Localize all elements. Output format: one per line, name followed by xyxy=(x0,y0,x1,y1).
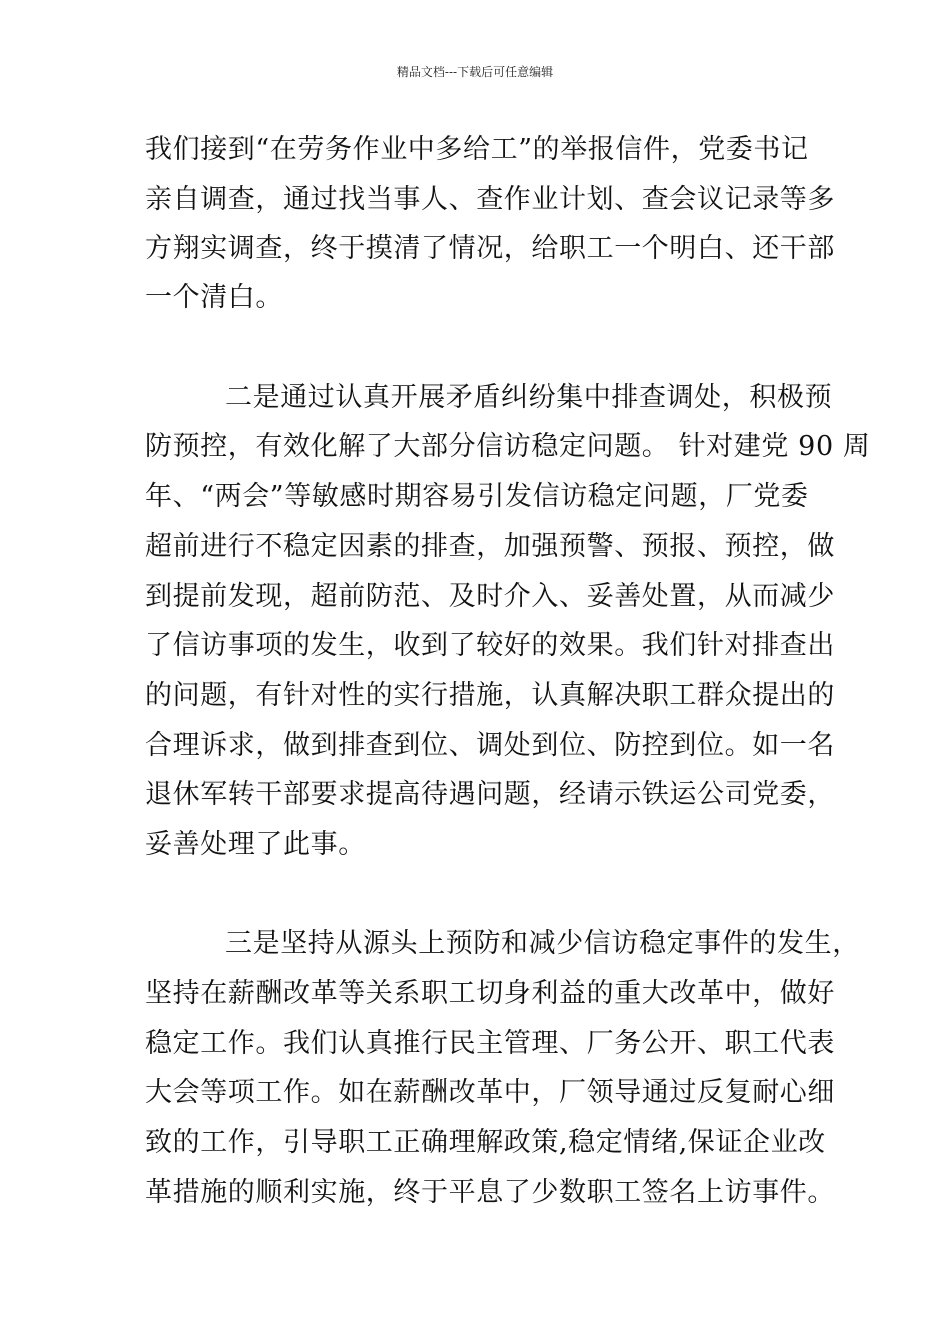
paragraph-3-line-4: 大会等项工作。如在薪酬改革中，厂领导通过反复耐心细 xyxy=(145,1077,835,1108)
paragraph-3-line-5: 致的工作，引导职工正确理解政策,稳定情绪,保证企业改 xyxy=(145,1127,826,1158)
paragraph-3-line-3: 稳定工作。我们认真推行民主管理、厂务公开、职工代表 xyxy=(145,1028,835,1059)
paragraph-1-line-2: 亲自调查，通过找当事人、查作业计划、查会议记录等多 xyxy=(145,184,835,215)
paragraph-3-line-2: 坚持在薪酬改革等关系职工切身利益的重大改革中，做好 xyxy=(145,978,835,1009)
paragraph-3-line-6: 革措施的顺利实施，终于平息了少数职工签名上访事件。 xyxy=(145,1177,835,1208)
paragraph-2-line-1: 二是通过认真开展矛盾纠纷集中排查调处，积极预 xyxy=(225,382,833,413)
page-header: 精品文档---下载后可任意编辑 xyxy=(396,65,554,79)
paragraph-2-line-2: 防预控，有效化解了大部分信访稳定问题。 针对建党 90 周 xyxy=(145,431,871,462)
paragraph-1-line-1: 我们接到“在劳务作业中多给工”的举报信件，党委书记 xyxy=(145,134,809,165)
paragraph-2-line-8: 合理诉求，做到排查到位、调处到位、防控到位。如一名 xyxy=(145,730,835,761)
paragraph-2-line-6: 了信访事项的发生，收到了较好的效果。我们针对排查出 xyxy=(145,630,835,661)
paragraph-2-line-9: 退休军转干部要求提高待遇问题，经请示铁运公司党委， xyxy=(145,779,835,810)
paragraph-1-line-3: 方翔实调查，终于摸清了情况，给职工一个明白、还干部 xyxy=(145,233,835,264)
paragraph-2-line-7: 的问题，有针对性的实行措施，认真解决职工群众提出的 xyxy=(145,680,835,711)
paragraph-2-line-10: 妥善处理了此事。 xyxy=(145,829,366,860)
paragraph-1-line-4: 一个清白。 xyxy=(145,282,283,313)
paragraph-2-line-3: 年、“两会”等敏感时期容易引发信访稳定问题，厂党委 xyxy=(145,481,809,512)
paragraph-3-line-1: 三是坚持从源头上预防和减少信访稳定事件的发生， xyxy=(225,928,860,959)
paragraph-2-line-5: 到提前发现，超前防范、及时介入、妥善处置，从而减少 xyxy=(145,581,835,612)
paragraph-2-line-4: 超前进行不稳定因素的排查，加强预警、预报、预控，做 xyxy=(145,531,835,562)
